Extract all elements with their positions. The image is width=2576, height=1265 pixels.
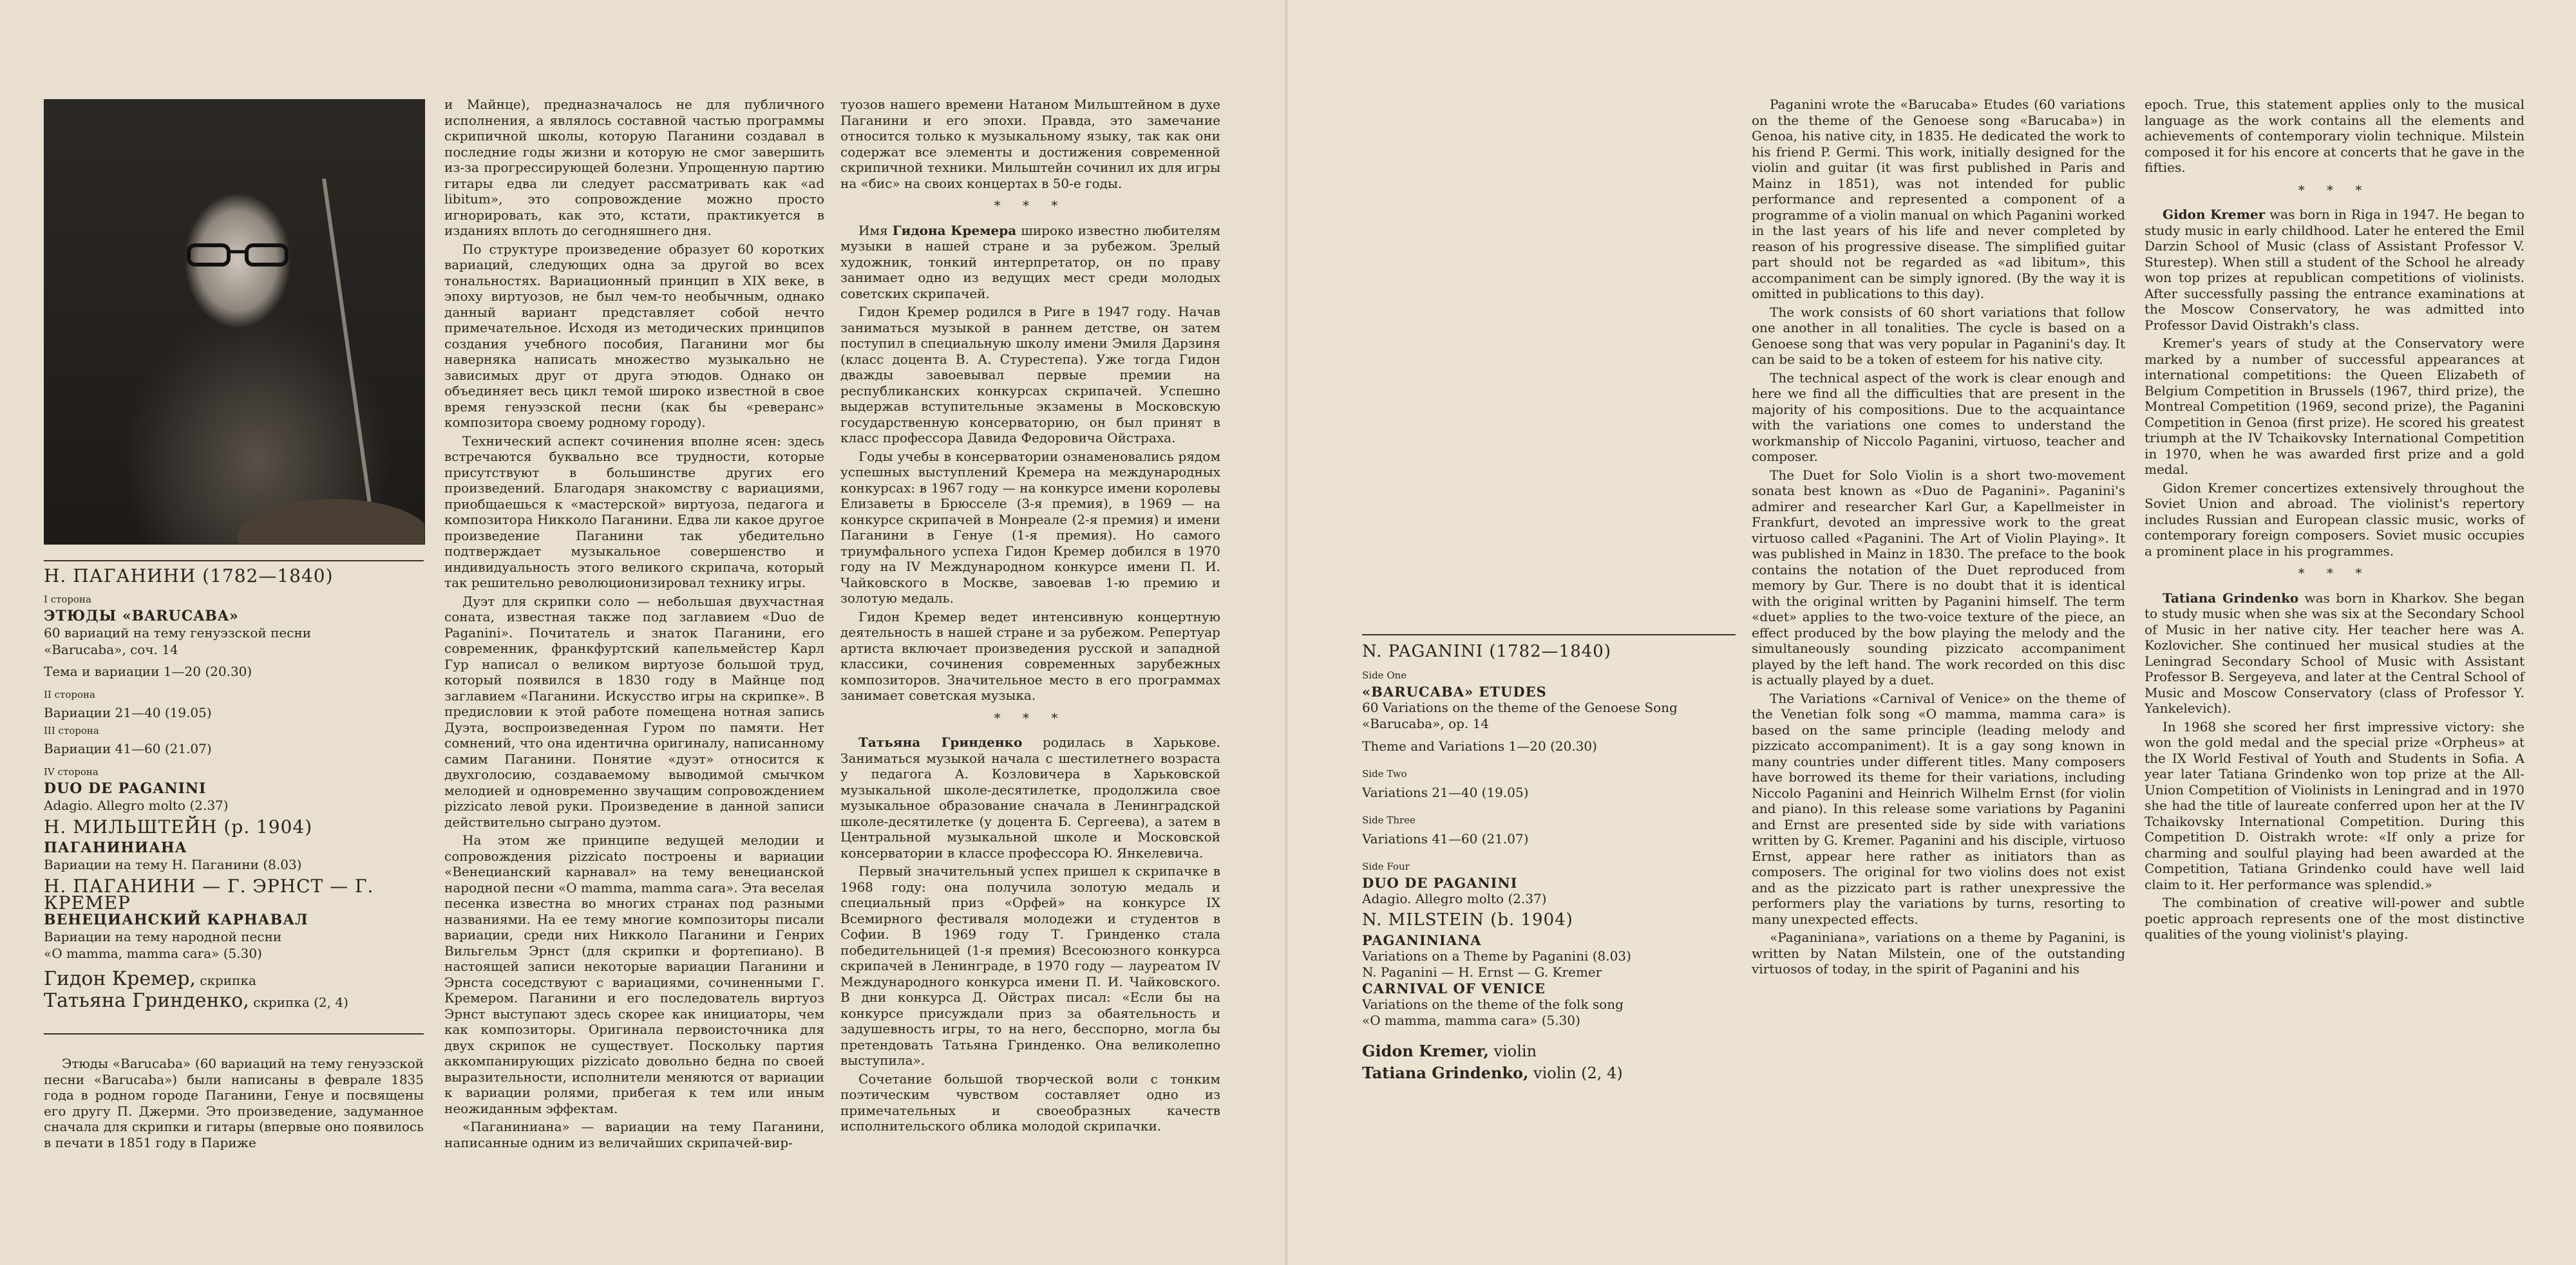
paragraph: Дуэт для скрипки соло — небольшая двухчастная соната, известная также под заглавием «Duo de Paganini». Почитатель и знаток Паганини, его современник, франкфуртский капельмейстер Карл Гур написал о великом виртуозе большой труд, который появился в 1830 году в Майнце под заглавием «Паганини. Искусство игры на скрипке». В предисловии к этой работе помещена нотная запись Дуэта, воспроизведенная Гуром по памяти. Нет сомнений, что она идентична оригиналу, написанному самим Паганини. Понятие «дуэт» относится к двухголосию, создаваемому выводимой смычком мелодией и одновременно звучащим сопровождением pizzicato левой руки. Произведение в данной записи действительно сыграно дуэтом. bbox=[444, 593, 824, 830]
paragraph: Kremer's years of study at the Conservatory were marked by a number of successful appearances at international competitions: the Queen Elizabeth of Belgium Competition in Brussels (1967, third prize), the Montreal Competition (1969, second prize), the Paganini Competition in Genoa (first prize). He scored his greatest triumph at the IV Tchaikovsky International Competition in 1970, when he was awarded first prize and a gold medal. bbox=[2145, 335, 2524, 477]
section-separator: * * * bbox=[2298, 182, 2371, 198]
paragraph-text: was born in Riga in 1947. He began to study music in early childhood. Later he entered the Emil Darzin School of Music (class of Assistant Professor V. Sturestep). When still a student of the School he already won top prizes at republican competitions of violinists. After successfully passing the entrance examinations at the Moscow Conservatory, he was admitted into Professor David Oistrakh's class. bbox=[2145, 207, 2525, 333]
track-timing: Variations 21—40 (19.05) bbox=[1362, 785, 1529, 800]
paragraph: The technical aspect of the work is clear enough and here we find all the difficulties that are present in the majority of his compositions. Due to the acquaintance with the variations one comes to understand the workmanship of Niccolo Paganini, virtuoso, teacher and composer. bbox=[1752, 370, 2125, 464]
artist-name: Татьяна Гринденко bbox=[858, 735, 1023, 750]
work-description: Вариации на тему Н. Паганини (8.03) bbox=[44, 857, 302, 872]
work-description: 60 Variations on the theme of the Genoese Song bbox=[1362, 700, 1678, 715]
article-column-3 bbox=[840, 97, 1220, 1137]
paragraph: Первый значительный успех пришел к скрипачке в 1968 году: она получила золотую медаль и специальный приз «Орфей» на конкурсе IX Всемирного фестиваля молодежи и студентов в Софии. В 1969 году Т. Гринденко стала победительницей (1-я премия) Всесоюзного конкурса скрипачей в Ленинграде, в 1970 году — лауреатом IV Международного конкурса имени П. И. Чайковского. В дни конкурса Д. Ойстрах писал: «Если бы на конкурсе присуждали приз за обаятельность и задушевность игры, то на него, бесспорно, могла бы претендовать Татьяна Гринденко. Она великолепно выступила». bbox=[840, 863, 1220, 1068]
divider bbox=[44, 560, 424, 561]
work-title: CARNIVAL OF VENICE bbox=[1362, 980, 1546, 997]
violin-graphic bbox=[238, 499, 425, 545]
side-label: II сторона bbox=[44, 689, 95, 700]
track-timing: Тема и вариации 1—20 (20.30) bbox=[44, 664, 252, 679]
paragraph: Сочетание большой творческой воли с тонким поэтическим чувством составляет одно из примечательных и своеобразных качеств исполнительского облика молодой скрипачки. bbox=[840, 1071, 1220, 1134]
paragraph: The Variations «Carnival of Venice» on the theme of the Venetian folk song «O mamma, mamma cara» is based on the same principle (leading melody and pizzicato accompaniment). It is a gay song known in many countries under different titles. Many composers have borrowed its theme for their variations, including Niccolo Paganini and Heinrich Wilhelm Ernst (for violin and piano). In this release some variations by Paganini and Ernst are presented side by side with variations written by G. Kremer. Paganini and his disciple, virtuoso Ernst, appear here rather as initiators than as composers. The original for two violins does not exist and as the pizzicato part is rather unexpressive the performers play the variations by turns, resorting to many unexpected effects. bbox=[1752, 690, 2125, 927]
work-description: 60 вариаций на тему генуэзской песни bbox=[44, 625, 312, 641]
artist-name: Гидона Кремера bbox=[892, 222, 1017, 238]
performer-instrument: скрипка bbox=[195, 973, 256, 988]
composer-heading: N. MILSTEIN (b. 1904) bbox=[1362, 910, 1573, 930]
side-label: Side One bbox=[1362, 670, 1407, 681]
performer-line bbox=[1362, 1043, 1723, 1060]
work-description: Adagio. Allegro molto (2.37) bbox=[1362, 891, 1547, 906]
performer-photo bbox=[44, 99, 425, 545]
composer-heading: Н. ПАГАНИНИ (1782—1840) bbox=[44, 565, 334, 586]
work-title: ВЕНЕЦИАНСКИЙ КАРНАВАЛ bbox=[44, 912, 308, 928]
divider bbox=[44, 1033, 424, 1035]
paragraph-text: Имя bbox=[858, 222, 893, 238]
work-description: «Barucaba», соч. 14 bbox=[44, 642, 178, 657]
english-page bbox=[1288, 0, 2576, 1265]
work-description: Вариации на тему народной песни bbox=[44, 929, 282, 944]
article-column-2 bbox=[444, 97, 824, 1153]
paragraph: Gidon Kremer concertizes extensively throughout the Soviet Union and abroad. The violinist's repertory includes Russian and European classic music, works of contemporary foreign composers. Soviet music occupies a prominent place in his programmes. bbox=[2145, 480, 2524, 559]
paragraph: и Майнце), предназначалось не для публичного исполнения, а являлось составной частью программы скрипичной школы, которую Паганини создавал в последние годы жизни и которую не смог завершить из-за прогрессирующей болезни. Упрощенную партию гитары едва ли следует рассматривать как «ad libitum», это сопровождение можно просто игнорировать, как это, кстати, практикуется в изданиях вплоть до сегодняшнего дня. bbox=[444, 97, 824, 238]
divider bbox=[1362, 634, 1736, 635]
work-description: Variations on the theme of the folk song bbox=[1362, 997, 1624, 1012]
artist-name: Gidon Kremer bbox=[2163, 207, 2266, 222]
paragraph: The combination of creative will-power and subtle poetic approach represents one of the most distinctive qualities of the young violinist's playing. bbox=[2145, 895, 2524, 942]
paragraph-text: was born in Kharkov. She began to study music when she was six at the Secondary School of Music in her native city. Her teacher here was A. Kozlovicher. She continued her musical studies at the Leningrad Secondary School of Music with Assistant Professor B. Sergeyeva, and later at the Central School of Music and Moscow Conservatory (class of Professor Y. Yankelevich). bbox=[2145, 590, 2524, 716]
track-timing: Вариации 21—40 (19.05) bbox=[44, 705, 212, 720]
paragraph: «Паганиниана» — вариации на тему Паганини, написанные одним из величайших скрипачей-вир- bbox=[444, 1119, 824, 1150]
paragraph bbox=[2145, 207, 2524, 333]
performer-line bbox=[44, 989, 424, 1012]
english-column-3 bbox=[2145, 97, 2524, 945]
track-timing: Variations 41—60 (21.07) bbox=[1362, 831, 1529, 847]
composer-heading: Н. ПАГАНИНИ — Г. ЭРНСТ — Г. КРЕМЕР bbox=[44, 876, 374, 914]
side-label: Side Three bbox=[1362, 814, 1416, 826]
paragraph bbox=[2145, 590, 2524, 717]
work-description: «O mamma, mamma cara» (5.30) bbox=[1362, 1013, 1580, 1028]
work-description: Variations on a Theme by Paganini (8.03) bbox=[1362, 948, 1631, 964]
composer-heading: N. PAGANINI (1782—1840) bbox=[1362, 642, 1611, 661]
performer-instrument: violin (2, 4) bbox=[1528, 1064, 1623, 1082]
work-description: «Barucaba», op. 14 bbox=[1362, 716, 1490, 731]
composer-heading: Н. МИЛЬШТЕЙН (р. 1904) bbox=[44, 816, 313, 838]
track-timing: Theme and Variations 1—20 (20.30) bbox=[1362, 738, 1597, 754]
paragraph: По структуре произведение образует 60 коротких вариаций, следующих одна за другой во всех тональностях. Вариационный принцип в XIX веке, в эпоху виртуозов, не был чем-то необычным, однако данный вариант представляет собой нечто примечательное. Исходя из методических принципов создания учебного пособия, Паганини мог бы наверняка написать множество музыкально не зависимых друг от друга этюдов. Однако он объединяет весь цикл темой широко известной в свое время генуэзской песни (как бы «реверанс» композитора своему родному городу). bbox=[444, 241, 824, 430]
side-label: I сторона bbox=[44, 594, 91, 605]
work-description: Adagio. Allegro molto (2.37) bbox=[44, 798, 229, 813]
work-title: DUO DE PAGANINI bbox=[1362, 875, 1518, 891]
side-label: III сторона bbox=[44, 725, 99, 736]
performer-line bbox=[44, 968, 424, 990]
english-column-2 bbox=[1752, 97, 2125, 980]
section-separator: * * * bbox=[994, 198, 1067, 213]
work-title: ЭТЮДЫ «BARUCABA» bbox=[44, 608, 239, 624]
performer-instrument: скрипка (2, 4) bbox=[249, 995, 348, 1010]
paragraph: Гидон Кремер ведет интенсивную концертную деятельность в нашей стране и за рубежом. Репертуар артиста включает произведения русской и западной классики, сочинения современных зарубежных композиторов. Значительное место в его программах занимает советская музыка. bbox=[840, 608, 1220, 703]
paragraph: Годы учебы в консерватории ознаменовались рядом успешных выступлений Кремера на международных конкурсах: в 1967 году — на конкурсе имени королевы Елизаветы в Брюсселе (3-я премия), в 1969 — на конкурсе скрипачей в Монреале (2-я премия) и имени Паганини в Генуе (1-я премия). Но самого триумфального успеха Гидон Кремер добился в 1970 году на IV Международном конкурсе имени П. И. Чайковского в Москве, завоевав 1-ю премию и золотую медаль. bbox=[840, 448, 1220, 606]
track-timing: Вариации 41—60 (21.07) bbox=[44, 741, 212, 756]
performer-name: Gidon Kremer, bbox=[1362, 1042, 1489, 1060]
performer-line bbox=[1362, 1065, 1723, 1082]
violin-bow-graphic bbox=[322, 178, 376, 536]
paragraph: Paganini wrote the «Barucaba» Etudes (60 variations on the theme of the Genoese song «Barucaba») in Genoa, his native city, in 1835. He dedicated the work to his friend P. Germi. This work, initially designed for the violin and guitar (it was first published in Paris and Mainz in 1851), was not intended for public performance and represented a component of a programme of a violin manual on which Paganini worked in the last years of his life and never completed by reason of his progressive disease. The simplified guitar part should not be regarded as «ad libitum», this accompaniment can be simply ignored. (By the way it is omitted in publications to this day). bbox=[1752, 97, 2125, 301]
paragraph: The work consists of 60 short variations that follow one another in all tonalities. The cycle is based on a Genoese song that was very popular in Paganini's day. It can be said to be a token of esteem for his native city. bbox=[1752, 304, 2125, 367]
performer-name: Tatiana Grindenko, bbox=[1362, 1064, 1529, 1082]
work-description: N. Paganini — H. Ernst — G. Kremer bbox=[1362, 964, 1602, 980]
paragraph bbox=[840, 735, 1220, 861]
glasses-graphic bbox=[186, 241, 289, 267]
performer-instrument: violin bbox=[1488, 1042, 1537, 1060]
performer-name: Татьяна Гринденко, bbox=[44, 989, 249, 1012]
paragraph: «Paganiniana», variations on a theme by Paganini, is written by Natan Milstein, one of the outstanding virtuosos of today, in the spirit of Paganini and his bbox=[1752, 930, 2125, 977]
section-separator: * * * bbox=[994, 709, 1067, 726]
paragraph: epoch. True, this statement applies only to the musical language as the work contains all the elements and achievements of contemporary violin technique. Milstein composed it for his encore at concerts that he gave in the fifties. bbox=[2145, 97, 2524, 175]
side-label: Side Four bbox=[1362, 861, 1410, 872]
article-column-1 bbox=[44, 1056, 424, 1153]
side-label: IV сторона bbox=[44, 766, 99, 778]
work-title: «BARUCABA» ETUDES bbox=[1362, 684, 1547, 700]
paragraph: Технический аспект сочинения вполне ясен: здесь встречаются буквально все трудности, которые присутствуют в большинстве других его произведений. Благодаря знакомству с вариациями, приобщаешься к «мастерской» виртуоза, педагога и композитора Никколо Паганини. Едва ли какое другое произведение Паганини так убедительно подтверждает музыкальное совершенство и индивидуальность этого великого скрипача, который так решительно революционизировал технику игры. bbox=[444, 433, 824, 590]
paragraph bbox=[840, 223, 1220, 302]
paragraph: In 1968 she scored her first impressive victory: she won the gold medal and the special prize «Orpheus» at the IX World Festival of Youth and Students in Sofia. A year later Tatiana Grindenko won top prize at the All-Union Competition of Violinists in Leningrad and in 1970 she had the title of laureate conferred upon her at the IV Tchaikovsky International Competition. During this Competition D. Oistrakh wrote: «If only a prize for charming and soulful playing had been awarded at the Competition, Tatiana Grindenko could have well laid claim to it. Her performance was splendid.» bbox=[2145, 718, 2524, 892]
section-separator: * * * bbox=[2298, 565, 2371, 581]
paragraph: Гидон Кремер родился в Риге в 1947 году. Начав заниматься музыкой в раннем детстве, он затем поступил в специальную школу имени Эмиля Дарзиня (класс доцента В. А. Стурестепа). Уже тогда Гидон дважды завоевывал первые премии на республиканских конкурсах скрипачей. Успешно выдержав вступительные экзамены в Московскую государственную консерваторию, он был принят в класс профессора Давида Федоровича Ойстраха. bbox=[840, 304, 1220, 445]
tracklist-english bbox=[1362, 644, 1723, 1082]
work-description: «О mamma, mamma cara» (5.30) bbox=[44, 946, 262, 961]
paragraph: Этюды «Barucaba» (60 вариаций на тему генуэзской песни «Barucaba») были написаны в феврале 1835 года в родном городе Паганини, Генуе и посвящены его другу П. Джерми. Это произведение, задуманное сначала для скрипки и гитары (впервые оно появилось в печати в 1851 году в Париже bbox=[44, 1056, 424, 1150]
paragraph: На этом же принципе ведущей мелодии и сопровождения pizzicato построены и вариации «Венецианский карнавал» на тему венецианской народной песни «О mamma, mamma cara». Эта веселая песенка известна во многих странах под разными названиями. На ее тему многие композиторы писали вариации, среди них Никколо Паганини и Генрих Вильгельм Эрнст (для скрипки и фортепиано). В настоящей записи некоторые вариации Паганини и Эрнста соседствуют с вариациями, сочиненными Г. Кремером. Паганини и его последователь виртуоз Эрнст выступают здесь скорее как инициаторы, чем как композиторы. Оригинала первоисточника для двух скрипок не существует. Поскольку партия аккомпанирующих pizzicato довольно бедна по своей выразительности, исполнители меняются от вариации к вариации ролями, прибегая к тем или иным неожиданным эффектам. bbox=[444, 832, 824, 1116]
performer-name: Гидон Кремер, bbox=[44, 968, 196, 990]
artist-name: Tatiana Grindenko bbox=[2163, 590, 2299, 606]
work-title: PAGANINIANA bbox=[1362, 932, 1482, 948]
side-label: Side Two bbox=[1362, 768, 1407, 780]
paragraph: The Duet for Solo Violin is a short two-movement sonata best known as «Duo de Paganini». Paganini's admirer and researcher Karl Gur, a Kapellmeister in Frankfurt, devoted an impressive work to the great virtuoso called «Paganini. The Art of Violin Playing». It was published in Mainz in 1830. The preface to the book contains the notation of the Duet reproduced from memory by Gur. There is no doubt that it is identical with the original written by Paganini himself. The term «duet» applies to the two-voice texture of the piece, an effect produced by the bow playing the melody and the simultaneously sounding pizzicato accompaniment played by the left hand. The work recorded on this disc is actually played by a duet. bbox=[1752, 467, 2125, 688]
paragraph: туозов нашего времени Натаном Мильштейном в духе Паганини и его эпохи. Правда, это замечание относится только к музыкальному языку, так как они содержат все элементы и достижения современной скрипичной техники. Мильштейн сочинил их для игры на «бис» на своих концертах в 50-е годы. bbox=[840, 97, 1220, 191]
work-title: ПАГАНИНИАНА bbox=[44, 839, 187, 856]
work-title: DUO DE PAGANINI bbox=[44, 780, 207, 797]
paragraph-text: широко известно любителям музыки в нашей стране и за рубежом. Зрелый художник, тонкий интерпретатор, он по праву занимает одно из ведущих мест среди молодых советских скрипачей. bbox=[840, 222, 1220, 301]
paragraph-text: родилась в Харькове. Заниматься музыкой начала с шестилетнего возраста у педагога А. Козловичера в Харьковской музыкальной школе-десятилетке, продолжила свое музыкальное образование сначала в Ленинградской школе-десятилетке (у доцента Б. Сергеева), а затем в Центральной музыкальной школе и Московской консерватории в классе профессора Ю. Янкелевича. bbox=[840, 735, 1221, 861]
tracklist-russian bbox=[44, 567, 424, 1011]
